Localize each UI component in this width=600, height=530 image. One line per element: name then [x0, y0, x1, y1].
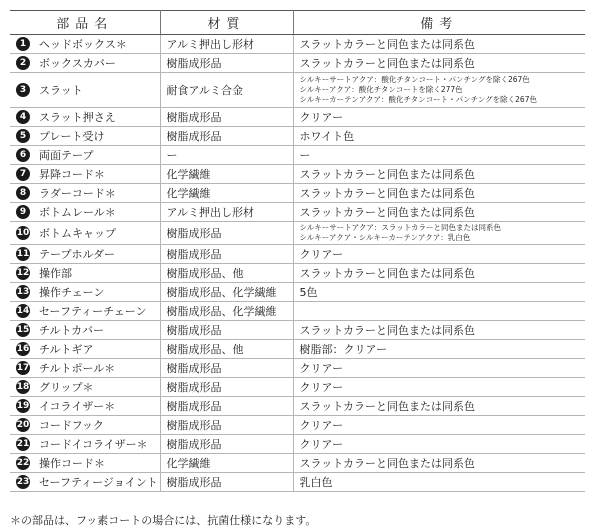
part-number-badge: 5	[16, 129, 30, 143]
remark-line: クリアー	[299, 438, 344, 451]
part-name: 両面テープ	[39, 149, 94, 162]
part-name-cell	[10, 108, 160, 127]
part-number-badge: 2	[16, 56, 30, 70]
part-name: チルトギア	[39, 343, 94, 356]
part-name-cell	[10, 321, 160, 340]
remark-line: クリアー	[299, 111, 344, 124]
part-name: プレート受け	[39, 130, 105, 143]
remarks-cell	[293, 302, 585, 321]
remark-line: シルキーサートアクア：酸化チタンコート・パンチングを除く267色	[299, 75, 530, 84]
remark-line: クリアー	[299, 419, 344, 432]
part-name: コードイコライザー＊	[39, 438, 148, 451]
table-row	[10, 108, 585, 127]
table-row	[10, 321, 585, 340]
table-row	[10, 416, 585, 435]
material-cell: 樹脂成形品	[160, 435, 293, 454]
material-cell: 樹脂成形品	[160, 127, 293, 146]
table-row	[10, 146, 585, 165]
table-row	[10, 54, 585, 73]
remarks-cell	[293, 454, 585, 473]
table-header-row	[10, 11, 585, 35]
material-cell: アルミ押出し形材	[160, 203, 293, 222]
table-row	[10, 359, 585, 378]
part-name: スラット押さえ	[39, 111, 116, 124]
part-number-badge: 12	[16, 268, 30, 278]
remarks-cell	[293, 378, 585, 397]
remark-line: スラットカラーと同色または同系色	[299, 400, 475, 413]
part-name: 操作チェーン	[39, 286, 105, 299]
table-body	[10, 35, 585, 492]
material-cell: 樹脂成形品	[160, 108, 293, 127]
part-name: ボトムキャップ	[39, 227, 116, 240]
part-name: セーフティージョイント	[39, 476, 158, 489]
part-name-cell	[10, 359, 160, 378]
material-cell: 樹脂成形品	[160, 473, 293, 492]
part-name-cell	[10, 222, 160, 245]
part-name-cell	[10, 35, 160, 54]
remark-line: 樹脂部：クリアー	[299, 343, 388, 356]
remark-line: スラットカラーと同色または同系色	[299, 57, 475, 70]
material-cell: 樹脂成形品	[160, 416, 293, 435]
material-cell: 樹脂成形品、他	[160, 340, 293, 359]
part-name-cell	[10, 264, 160, 283]
remarks-cell	[293, 222, 585, 245]
table-row	[10, 73, 585, 108]
part-name-cell	[10, 283, 160, 302]
part-name-cell	[10, 73, 160, 108]
part-name: イコライザー＊	[39, 400, 116, 413]
part-number-badge: 16	[16, 344, 30, 354]
part-name-cell	[10, 397, 160, 416]
remarks-cell	[293, 54, 585, 73]
header-material: 材質	[160, 11, 293, 35]
remarks-cell	[293, 416, 585, 435]
material-cell: ー	[160, 146, 293, 165]
remarks-cell	[293, 245, 585, 264]
part-name-cell	[10, 245, 160, 264]
remarks-cell	[293, 35, 585, 54]
remarks-cell	[293, 321, 585, 340]
table-row	[10, 165, 585, 184]
part-name-cell	[10, 416, 160, 435]
table-row	[10, 435, 585, 454]
part-number-badge: 13	[16, 287, 30, 297]
remarks-cell	[293, 146, 585, 165]
part-name: ラダーコード＊	[39, 187, 116, 200]
part-name-cell	[10, 473, 160, 492]
remark-line: スラットカラーと同色または同系色	[299, 187, 475, 200]
remark-line: 5色	[299, 286, 318, 299]
remarks-cell	[293, 340, 585, 359]
table-row	[10, 222, 585, 245]
part-name-cell	[10, 454, 160, 473]
remarks-cell	[293, 283, 585, 302]
remark-line: スラットカラーと同色または同系色	[299, 206, 475, 219]
material-cell: 耐食アルミ合金	[160, 73, 293, 108]
table-row	[10, 127, 585, 146]
part-number-badge: 15	[16, 325, 30, 335]
part-name: スラット	[39, 84, 83, 97]
part-name-cell	[10, 54, 160, 73]
table-row	[10, 203, 585, 222]
part-number-badge: 10	[16, 228, 30, 238]
part-name: テープホルダー	[39, 248, 116, 261]
part-name-cell	[10, 165, 160, 184]
table-row	[10, 302, 585, 321]
header-remarks: 備考	[293, 11, 585, 35]
part-name: コードフック	[39, 419, 104, 432]
table-row	[10, 454, 585, 473]
material-cell: 樹脂成形品	[160, 321, 293, 340]
material-cell: 樹脂成形品	[160, 397, 293, 416]
table-row	[10, 283, 585, 302]
remark-line: シルキーアクア：酸化チタンコートを除く277色	[299, 85, 463, 94]
part-number-badge: 4	[16, 110, 30, 124]
part-name: 操作コード＊	[39, 457, 105, 470]
part-number-badge: 20	[16, 420, 30, 430]
part-name: 昇降コード＊	[39, 168, 105, 181]
remarks-cell	[293, 264, 585, 283]
part-number-badge: 9	[16, 205, 30, 219]
table-row	[10, 184, 585, 203]
part-name-cell	[10, 127, 160, 146]
remarks-cell	[293, 435, 585, 454]
part-name: 操作部	[39, 267, 72, 280]
table-row	[10, 473, 585, 492]
remark-line: ホワイト色	[299, 130, 355, 143]
material-cell: 化学繊維	[160, 165, 293, 184]
material-cell: 化学繊維	[160, 454, 293, 473]
part-number-badge: 3	[16, 83, 30, 97]
part-number-badge: 11	[16, 249, 30, 259]
remark-line: シルキーアクア・シルキーカーテンアクア：乳白色	[299, 233, 471, 242]
remarks-cell	[293, 203, 585, 222]
remarks-cell	[293, 108, 585, 127]
part-name: ボトムレール＊	[39, 206, 116, 219]
footnote: ＊の部品は、フッ素コートの場合には、抗菌仕様になります。	[10, 514, 317, 527]
remark-line: クリアー	[299, 381, 344, 394]
part-name-cell	[10, 184, 160, 203]
table-row	[10, 397, 585, 416]
part-number-badge: 23	[16, 477, 30, 487]
parts-table	[10, 10, 585, 492]
remark-line: 乳白色	[299, 476, 333, 489]
remark-line: スラットカラーと同色または同系色	[299, 38, 475, 51]
remarks-cell	[293, 73, 585, 108]
remarks-cell	[293, 127, 585, 146]
part-name-cell	[10, 340, 160, 359]
part-name: チルトカバー	[39, 324, 105, 337]
part-number-badge: 19	[16, 401, 30, 411]
part-name: グリップ＊	[39, 381, 94, 394]
remark-line: シルキーカーテンアクア：酸化チタンコート・パンチングを除く267色	[299, 95, 537, 104]
part-name-cell	[10, 302, 160, 321]
part-name: ヘッドボックス＊	[39, 38, 127, 51]
material-cell: 樹脂成形品	[160, 378, 293, 397]
material-cell: 樹脂成形品	[160, 54, 293, 73]
material-cell: 樹脂成形品	[160, 359, 293, 378]
part-number-badge: 8	[16, 186, 30, 200]
part-number-badge: 14	[16, 306, 30, 316]
material-cell: 樹脂成形品、他	[160, 264, 293, 283]
remark-line: ー	[299, 149, 311, 162]
table-row	[10, 378, 585, 397]
part-number-badge: 21	[16, 439, 30, 449]
remark-line: スラットカラーと同色または同系色	[299, 457, 475, 470]
material-cell: アルミ押出し形材	[160, 35, 293, 54]
part-name: ボックスカバー	[39, 57, 116, 70]
part-number-badge: 1	[16, 37, 30, 51]
material-cell: 樹脂成形品、化学繊維	[160, 283, 293, 302]
part-name-cell	[10, 435, 160, 454]
remarks-cell	[293, 397, 585, 416]
part-number-badge: 17	[16, 363, 30, 373]
material-cell: 樹脂成形品	[160, 222, 293, 245]
part-name-cell	[10, 378, 160, 397]
part-name: セーフティーチェーン	[39, 305, 147, 318]
table-row	[10, 264, 585, 283]
remark-line: シルキーサートアクア：スラットカラーと同色または同系色	[299, 223, 501, 232]
remarks-cell	[293, 165, 585, 184]
remarks-cell	[293, 184, 585, 203]
remark-line: スラットカラーと同色または同系色	[299, 324, 475, 337]
part-number-badge: 6	[16, 148, 30, 162]
table-row	[10, 245, 585, 264]
material-cell: 樹脂成形品、化学繊維	[160, 302, 293, 321]
part-name-cell	[10, 146, 160, 165]
table-row	[10, 35, 585, 54]
part-number-badge: 18	[16, 382, 30, 392]
remarks-cell	[293, 473, 585, 492]
part-number-badge: 7	[16, 167, 30, 181]
header-part-name: 部品名	[10, 11, 160, 35]
remarks-cell	[293, 359, 585, 378]
remark-line: スラットカラーと同色または同系色	[299, 168, 475, 181]
part-name-cell	[10, 203, 160, 222]
remark-line: クリアー	[299, 248, 344, 261]
table-row	[10, 340, 585, 359]
part-name: チルトポール＊	[39, 362, 116, 375]
part-number-badge: 22	[16, 458, 30, 468]
material-cell: 化学繊維	[160, 184, 293, 203]
remark-line: スラットカラーと同色または同系色	[299, 267, 475, 280]
remark-line: クリアー	[299, 362, 344, 375]
material-cell: 樹脂成形品	[160, 245, 293, 264]
